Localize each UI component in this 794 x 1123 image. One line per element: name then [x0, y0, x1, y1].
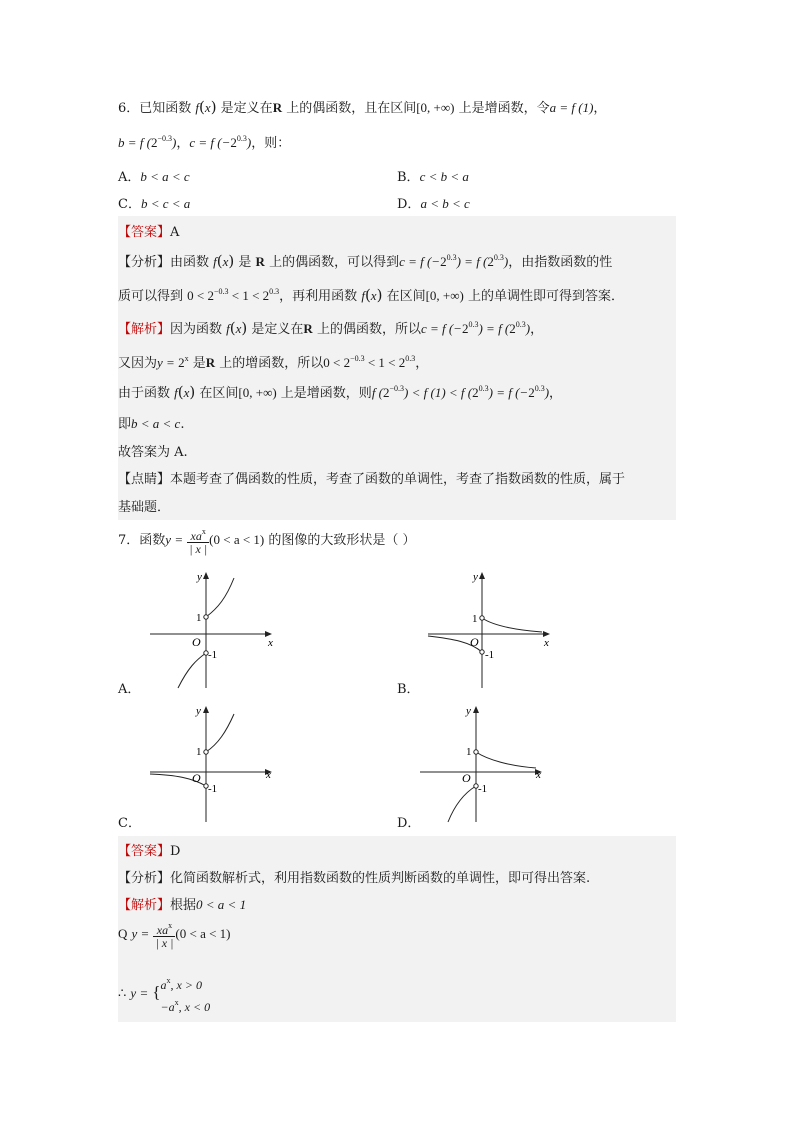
q6-solution-line-3: 由于函数 f(x) 在区间[0, +∞) 上是增函数，则f $(2^{-0.3}) < f$ (1) < f $(2^{0.3}) = f$ $(-2^{0.3})$， [118, 383, 563, 401]
q7-solution-line-2: Q y = $\frac{xa^x}{| x |}$ (0 < a < 1) [118, 921, 231, 950]
q7-solution-line-3: ∴ y = { $a^x$, x > 0 $-a^x$, x < 0 [118, 972, 210, 1016]
q6-solution-line-4: 即b < a < c. [118, 416, 185, 432]
q6-comment-line-1: 【点睛】本题考查了偶函数的性质，考查了函数的单调性，考查了指数函数的性质，属于 [118, 472, 626, 487]
q7-graph-a [146, 568, 280, 692]
svg-text:1: 1 [196, 746, 202, 758]
svg-text:x: x [544, 637, 549, 649]
svg-text:-1: -1 [208, 783, 218, 795]
q6-line-1: 6．已知函数 f(x) 是定义在R 上的偶函数，且在区间[0, +∞) 上是增函数，令a = f (1)， [118, 98, 607, 116]
svg-text:-1: -1 [478, 783, 488, 795]
svg-text:x: x [536, 769, 541, 781]
q7-option-d[interactable]: D． [397, 816, 421, 831]
svg-text:-1: -1 [208, 649, 218, 661]
q6-option-d[interactable]: D．a < b < c [397, 196, 470, 212]
q6-option-a[interactable]: A．b < a < c [118, 169, 190, 185]
q7-option-c[interactable]: C． [118, 816, 141, 831]
q6-line-2: b = f $(2^{-0.3})$，c = f $(-2^{0.3})$，则： [118, 134, 291, 151]
svg-text:1: 1 [472, 613, 478, 625]
svg-text:1: 1 [196, 612, 202, 624]
svg-text:y: y [466, 705, 471, 717]
q6-option-c[interactable]: C．b < c < a [118, 196, 191, 212]
q6-analysis-line-2: 质可以得到 $0 < 2^{-0.3} < 1 < 2^{0.3}$，再利用函数 f(x) 在区间[0, +∞) 上的单调性即可得到答案． [118, 286, 624, 304]
svg-text:O: O [470, 635, 479, 649]
q6-number: 6 [118, 101, 127, 116]
q7-answer: 【答案】D [118, 844, 181, 859]
svg-text:y: y [473, 571, 478, 583]
svg-text:O: O [192, 635, 201, 649]
svg-text:y: y [197, 571, 202, 583]
svg-text:x: x [266, 769, 271, 781]
piecewise-cases: $a^x$, x > 0 $-a^x$, x < 0 [160, 976, 211, 1014]
svg-text:x: x [268, 637, 273, 649]
svg-text:O: O [462, 771, 471, 785]
svg-text:y: y [196, 705, 201, 717]
q7-stem: 7．函数y = $\frac{xa^x}{| x |}$ (0 < a < 1) 的图像的大致形状是（ ） [118, 527, 416, 556]
q6-option-b[interactable]: B．c < b < a [397, 169, 469, 185]
q6-answer: 【答案】A [118, 225, 180, 240]
q7-option-b[interactable]: B． [397, 682, 420, 697]
q7-graph-b [424, 568, 558, 692]
q7-solution-line-1: 【解析】根据0 < a < 1 [118, 897, 247, 913]
q6-solution-line-5: 故答案为 A. [118, 445, 188, 460]
svg-text:1: 1 [466, 746, 472, 758]
q7-graph-c [146, 702, 280, 826]
q7-fraction: $\frac{xa^x}{| x |}$ [189, 527, 208, 556]
q7-analysis: 【分析】化简函数解析式，利用指数函数的性质判断函数的单调性，即可得出答案. [118, 871, 591, 886]
svg-text:-1: -1 [485, 649, 495, 661]
q6-comment-line-2: 基础题． [118, 500, 171, 515]
q7-option-a[interactable]: A． [118, 682, 141, 697]
q7-graph-d [416, 702, 550, 826]
q7-number: 7 [118, 533, 127, 548]
svg-text:O: O [192, 771, 201, 785]
q6-solution-line-1: 【解析】因为函数 f(x) 是定义在R 上的偶函数，所以c = f $(-2^{0.3}) = f$ $(2^{0.3})$， [118, 319, 544, 337]
q6-solution-line-2: 又因为$y = 2^x$ 是R 上的增函数，所以$0 < 2^{-0.3} < 1 < 2^{0.3}$， [118, 354, 429, 371]
q6-analysis-line-1: 【分析】由函数 f(x) 是 R 上的偶函数，可以得到c = f $(-2^{0.3}) = f$ $(2^{0.3})$，由指数函数的性 [118, 252, 613, 270]
